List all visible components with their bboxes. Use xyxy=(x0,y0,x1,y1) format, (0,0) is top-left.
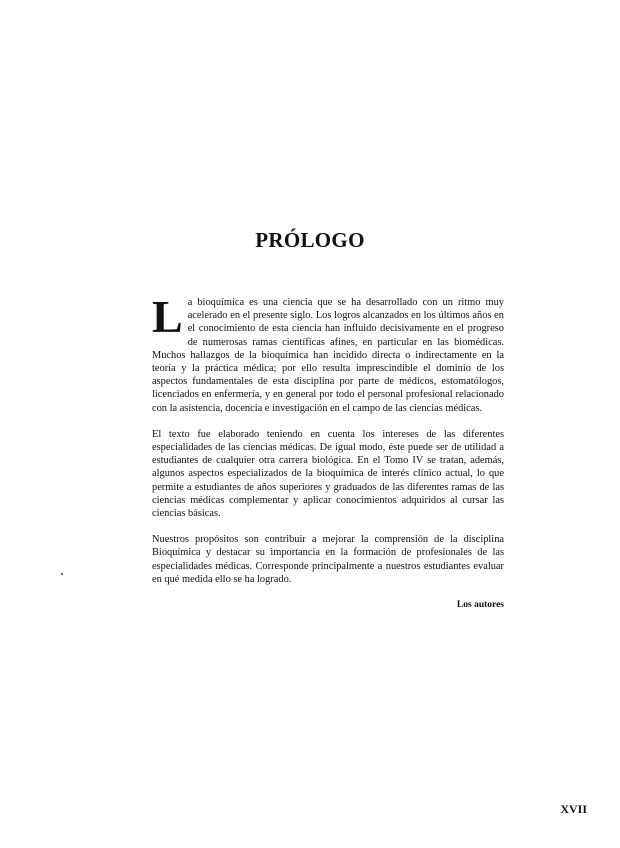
prologue-body xyxy=(152,291,504,612)
signature: Los autores xyxy=(456,600,504,611)
page-number: XVII xyxy=(560,802,587,816)
drop-cap: L xyxy=(152,291,183,342)
stray-ink-mark xyxy=(61,573,63,575)
paragraph-1 xyxy=(152,291,504,415)
page-title: PRÓLOGO xyxy=(255,228,365,252)
paragraph-1-text: a bioquímica es una ciencia que se ha desarrollado con un ritmo muy acelerado en el presente siglo. Los logros alcanzados en los últimos años en el conocimiento de esta ciencia han influido decisivamente en el progreso de numerosas ramas científicas afines, en particular en las biomédicas. Muchos hallazgos de la bioquímica han incidido directa o indirectamente en la teoría y la práctica médica; por ello resulta imprescindible el dominio de los aspectos fundamentales de esta disciplina por parte de médicos, estomatólogos, licenciados en enfermería, y en general por todo el personal profesional relacionado con la asistencia, docencia e investigación en el campo de las ciencias médicas. xyxy=(152,297,504,414)
paragraph-3: Nuestros propósitos son contribuir a mejorar la comprensión de la disciplina Bioquímica y destacar su importancia en la formación de profesionales de las especialidades médicas. Corresponde principalmente a nuestros estudiantes evaluar en qué medida ello se ha logrado. xyxy=(152,534,504,585)
paragraph-2: El texto fue elaborado teniendo en cuenta los intereses de las diferentes especialidades de las ciencias médicas. De igual modo, éste puede ser de utilidad a estudiantes de cualquier otra carrera biológica. En el Tomo IV se tratan, además, algunos aspectos especializados de la bioquímica de interés clínico actual, lo que permite a estudiantes de años superiores y graduados de las diferentes ramas de las ciencias médicas complementar y aplicar conocimientos adquiridos al cursar las ciencias básicas. xyxy=(152,428,504,520)
